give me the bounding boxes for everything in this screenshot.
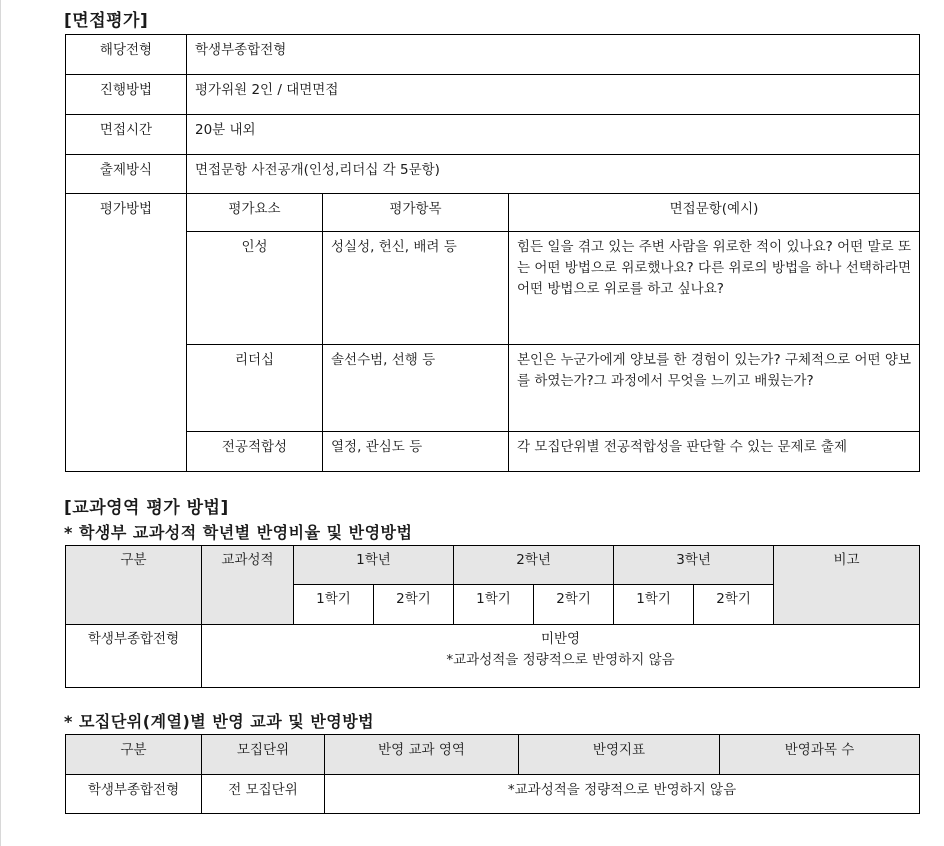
- eval-items: 열정, 관심도 등: [323, 432, 509, 472]
- interview-table: [65, 34, 920, 472]
- table-row: [66, 115, 920, 155]
- column-header: 3학년: [614, 546, 774, 585]
- not-applied-line2: *교과성적을 정량적으로 반영하지 않음: [446, 652, 675, 668]
- column-header: 반영 교과 영역: [325, 735, 519, 775]
- column-header: 반영과목 수: [720, 735, 920, 775]
- table-row: [66, 775, 920, 814]
- column-header: 평가항목: [323, 194, 509, 232]
- recruit-unit: 전 모집단위: [202, 775, 325, 814]
- table-row: [66, 232, 920, 345]
- eval-method-label: 평가방법: [66, 194, 187, 472]
- row-label: 진행방법: [66, 75, 187, 115]
- column-header: 구분: [66, 735, 202, 775]
- not-applied-note: *교과성적을 정량적으로 반영하지 않음: [325, 775, 920, 814]
- table-row: [66, 155, 920, 194]
- row-value: 면접문항 사전공개(인성,리더십 각 5문항): [187, 155, 920, 194]
- eval-factor: 인성: [187, 232, 323, 345]
- subject-method-table: [65, 734, 920, 814]
- not-applied-line1: 미반영: [540, 631, 581, 647]
- not-applied-note: [202, 625, 920, 688]
- semester-header: 1학기: [454, 585, 534, 625]
- row-value: 평가위원 2인 / 대면면접: [187, 75, 920, 115]
- column-header: 구분: [66, 546, 202, 625]
- eval-factor: 리더십: [187, 345, 323, 432]
- grade-ratio-table: [65, 545, 920, 688]
- column-header: 비고: [774, 546, 920, 625]
- eval-factor: 전공적합성: [187, 432, 323, 472]
- column-header: 2학년: [454, 546, 614, 585]
- column-header: 면접문항(예시): [509, 194, 920, 232]
- eval-items: 솔선수범, 선행 등: [323, 345, 509, 432]
- column-header: 1학년: [294, 546, 454, 585]
- row-label: 면접시간: [66, 115, 187, 155]
- table-row: [66, 194, 920, 232]
- row-value: 20분 내외: [187, 115, 920, 155]
- row-label: 해당전형: [66, 35, 187, 75]
- semester-header: 1학기: [614, 585, 694, 625]
- subject-method-subtitle: * 모집단위(계열)별 반영 교과 및 반영방법: [64, 712, 375, 731]
- eval-question: 각 모집단위별 전공적합성을 판단할 수 있는 문제로 출제: [509, 432, 920, 472]
- table-row: [66, 75, 920, 115]
- eval-question: 본인은 누군가에게 양보를 한 경험이 있는가? 구체적으로 어떤 양보를 하였는가?그 과정에서 무엇을 느끼고 배웠는가?: [509, 345, 920, 432]
- semester-header: 2학기: [694, 585, 774, 625]
- table-row: [66, 735, 920, 775]
- semester-header: 2학기: [374, 585, 454, 625]
- row-value: 학생부종합전형: [187, 35, 920, 75]
- column-header: 모집단위: [202, 735, 325, 775]
- table-row: [66, 625, 920, 688]
- semester-header: 2학기: [534, 585, 614, 625]
- table-row: [66, 345, 920, 432]
- semester-header: 1학기: [294, 585, 374, 625]
- table-row: [66, 546, 920, 585]
- interview-section-title: [면접평가]: [64, 11, 149, 31]
- row-label: 출제방식: [66, 155, 187, 194]
- table-row: [66, 35, 920, 75]
- column-header: 평가요소: [187, 194, 323, 232]
- admission-type: 학생부종합전형: [66, 775, 202, 814]
- column-header: 교과성적: [202, 546, 294, 625]
- subject-section-title: [교과영역 평가 방법]: [64, 498, 229, 518]
- table-row: [66, 432, 920, 472]
- eval-items: 성실성, 헌신, 배려 등: [323, 232, 509, 345]
- column-header: 반영지표: [519, 735, 720, 775]
- admission-type: 학생부종합전형: [66, 625, 202, 688]
- grade-ratio-subtitle: * 학생부 교과성적 학년별 반영비율 및 반영방법: [64, 523, 413, 542]
- eval-question: 힘든 일을 겪고 있는 주변 사람을 위로한 적이 있나요? 어떤 말로 또는 어떤 방법으로 위로했나요? 다른 위로의 방법을 하나 선택하라면 어떤 방법으로 위로를 하고 싶나요?: [509, 232, 920, 345]
